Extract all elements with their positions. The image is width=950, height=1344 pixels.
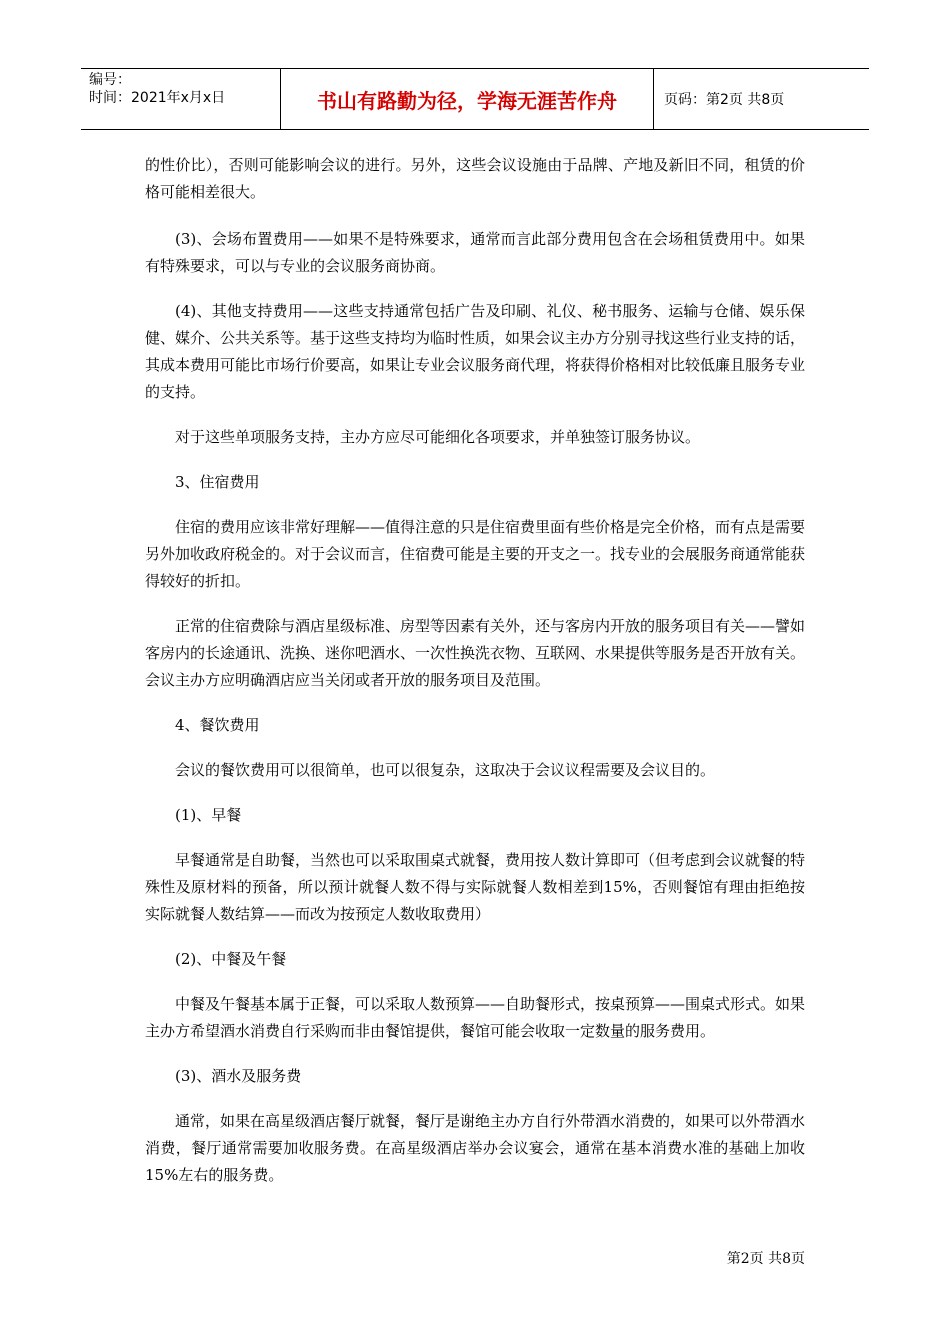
- paragraph: 会议的餐饮费用可以很简单，也可以很复杂，这取决于会议议程需要及会议目的。: [175, 761, 716, 779]
- section-heading: 3、住宿费用: [175, 473, 260, 491]
- header-meta: [81, 69, 281, 129]
- paragraph: 早餐通常是自助餐，当然也可以采取围桌式就餐，费用按人数计算即可（但考虑到会议就餐的特殊性及原材料的预备，所以预计就餐人数不得与实际就餐人数相差到15%，否则餐馆有理由拒绝按实际就餐人数结算——而改为按预定人数收取费用）: [145, 851, 806, 923]
- document-body: [145, 152, 805, 1207]
- header-motto: 书山有路勤为径，学海无涯苦作舟: [281, 69, 654, 129]
- subsection-heading: (3)、酒水及服务费: [175, 1067, 302, 1085]
- header-page-code: 页码：第2页 共8页: [664, 92, 785, 108]
- page-footer: 第2页 共8页: [726, 1251, 805, 1267]
- paragraph: (3)、会场布置费用——如果不是特殊要求，通常而言此部分费用包含在会场租赁费用中。如果有特殊要求，可以与专业的会议服务商协商。: [145, 230, 805, 275]
- paragraph: 通常，如果在高星级酒店餐厅就餐，餐厅是谢绝主办方自行外带酒水消费的，如果可以外带酒水消费，餐厅通常需要加收服务费。在高星级酒店举办会议宴会，通常在基本消费水准的基础上加收15%左右的服务费。: [145, 1112, 806, 1184]
- paragraph: 对于这些单项服务支持，主办方应尽可能细化各项要求，并单独签订服务协议。: [175, 428, 701, 446]
- paragraph: 的性价比），否则可能影响会议的进行。另外，这些会议设施由于品牌、产地及新旧不同，租赁的价格可能相差很大。: [145, 156, 805, 201]
- subsection-heading: (1)、早餐: [175, 806, 242, 824]
- paragraph: (4)、其他支持费用——这些支持通常包括广告及印刷、礼仪、秘书服务、运输与仓储、娱乐保健、媒介、公共关系等。基于这些支持均为临时性质，如果会议主办方分别寻找这些行业支持的话，其成本费用可能比市场行价要高，如果让专业会议服务商代理，将获得价格相对比较低廉且服务专业的支持。: [145, 302, 806, 401]
- paragraph: 正常的住宿费除与酒店星级标准、房型等因素有关外，还与客房内开放的服务项目有关——譬如客房内的长途通讯、洗换、迷你吧酒水、一次性换洗衣物、互联网、水果提供等服务是否开放有关。会议主办方应明确酒店应当关闭或者开放的服务项目及范围。: [145, 617, 806, 689]
- subsection-heading: (2)、中餐及午餐: [175, 950, 287, 968]
- page-header: [81, 68, 869, 130]
- section-heading: 4、餐饮费用: [175, 716, 260, 734]
- paragraph: 中餐及午餐基本属于正餐，可以采取人数预算——自助餐形式，按桌预算——围桌式形式。如果主办方希望酒水消费自行采购而非由餐馆提供，餐馆可能会收取一定数量的服务费用。: [145, 995, 806, 1040]
- document-time-label: 时间：2021年x月x日: [89, 90, 226, 106]
- paragraph: 住宿的费用应该非常好理解——值得注意的只是住宿费里面有些价格是完全价格，而有点是需要另外加收政府税金的。对于会议而言，住宿费可能是主要的开支之一。找专业的会展服务商通常能获得较好的折扣。: [145, 518, 806, 590]
- document-number-label: 编号：: [89, 72, 131, 88]
